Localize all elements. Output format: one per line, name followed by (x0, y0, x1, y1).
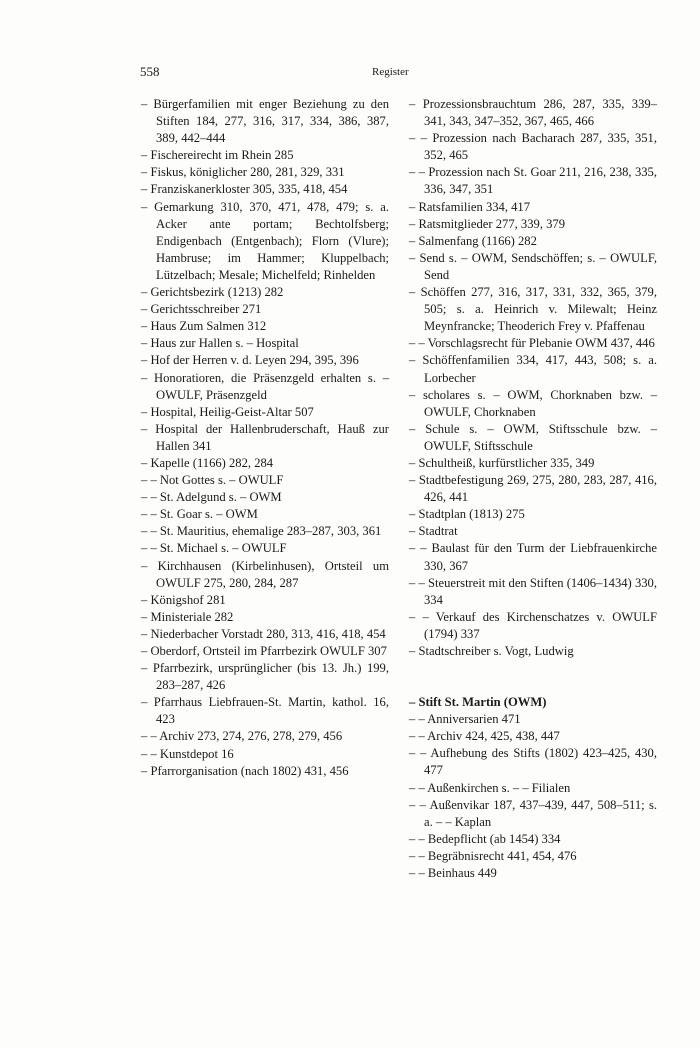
index-entry: – – Steuerstreit mit den Stiften (1406–1434) 330, 334 (409, 575, 657, 607)
index-entry: – Königshof 281 (141, 592, 226, 607)
index-entry: – – Archiv 424, 425, 438, 447 (409, 729, 560, 744)
index-entry: – – Not Gottes s. – OWULF (141, 473, 284, 488)
index-entry: – Schultheiß, kurfürstlicher 335, 349 (409, 455, 595, 470)
index-entry: – – Baulast für den Turm der Liebfrauenkirche 330, 367 (409, 541, 657, 573)
index-entry: – Haus zur Hallen s. – Hospital (141, 336, 299, 351)
index-entry: – Prozessionsbrauchtum 286, 287, 335, 339–341, 343, 347–352, 367, 465, 466 (409, 97, 657, 129)
index-entry: – Stadtschreiber s. Vogt, Ludwig (409, 644, 574, 658)
index-entry: – Gerichtsbezirk (1213) 282 (141, 285, 284, 300)
index-entry: – Hof der Herren v. d. Leyen 294, 395, 396 (141, 353, 359, 368)
index-entry: – – Aufhebung des Stifts (1802) 423–425, 430, 477 (409, 746, 657, 778)
index-entry: – – St. Michael s. – OWULF (141, 541, 287, 556)
index-entry: – – Beinhaus 449 (409, 866, 497, 881)
index-entry: – Kapelle (1166) 282, 284 (141, 455, 274, 470)
index-entry: – Ratsfamilien 334, 417 (409, 199, 531, 214)
index-entry: – – Prozession nach Bacharach 287, 335, 351, 352, 465 (409, 131, 657, 163)
index-entry: – Pfarrorganisation (nach 1802) 431, 456 (141, 763, 349, 778)
index-entry: – – Außenkirchen s. – – Filialen (409, 780, 571, 795)
index-entry: – Haus Zum Salmen 312 (141, 319, 267, 334)
index-entry: – Schöffen 277, 316, 317, 331, 332, 365, 379, 505; s. a. Heinrich v. Milewalt; Heinz Meynfrancke; Theoderich Frey v. Pfaffenau (409, 285, 657, 334)
index-entry: – – Kunstdepot 16 (141, 746, 234, 761)
index-entry: – Gemarkung 310, 370, 471, 478, 479; s. a. Acker ante portam; Bechtolfsberg; Endigenbach (Entgenbach); Florn (Vlure); Hambruse; im Hammer; Kluppelbach; Lützelbach; Mesale; Michelfeld; Rinhelden (141, 199, 389, 282)
index-entry: – – Außenvikar 187, 437–439, 447, 508–511; s. a. – – Kaplan (409, 797, 657, 829)
index-entry: – Stadtplan (1813) 275 (409, 507, 525, 522)
index-entry: – Salmenfang (1166) 282 (409, 233, 537, 248)
page-number: 558 (140, 64, 160, 79)
index-entry: – Fiskus, königlicher 280, 281, 329, 331 (141, 165, 345, 180)
section-heading: – Stift St. Martin (OWM) (409, 695, 547, 710)
index-entry: – Honoratioren, die Präsenzgeld erhalten s. – OWULF, Präsenzgeld (141, 370, 389, 402)
index-entry: – Stadtrat (409, 524, 458, 539)
index-entry: – Pfarrhaus Liebfrauen-St. Martin, kathol. 16, 423 (141, 695, 389, 727)
index-entry: – – Prozession nach St. Goar 211, 216, 238, 335, 336, 347, 351 (409, 165, 657, 197)
index-entry: – – Archiv 273, 274, 276, 278, 279, 456 (141, 729, 343, 744)
index-entry: – Bürgerfamilien mit enger Beziehung zu den Stiften 184, 277, 316, 317, 334, 386, 387, 389, 442–444 (141, 97, 389, 146)
index-entry: – Kirchhausen (Kirbelinhusen), Ortsteil um OWULF 275, 280, 284, 287 (141, 558, 389, 590)
index-entry: – – St. Goar s. – OWM (141, 507, 258, 522)
index-entry: – – Bedepflicht (ab 1454) 334 (409, 831, 561, 846)
index-entry: – Oberdorf, Ortsteil im Pfarrbezirk OWULF 307 (141, 644, 387, 658)
right-column (409, 96, 657, 882)
index-entry: – Stadtbefestigung 269, 275, 280, 283, 287, 416, 426, 441 (409, 473, 657, 505)
index-entry: – – St. Mauritius, ehemalige 283–287, 303, 361 (141, 524, 382, 539)
index-entry: – Niederbacher Vorstadt 280, 313, 416, 418, 454 (141, 626, 386, 641)
index-entry: – Send s. – OWM, Sendschöffen; s. – OWULF, Send (409, 250, 657, 282)
index-entry: – Hospital, Heilig-Geist-Altar 507 (141, 404, 314, 419)
index-entry: – Ministeriale 282 (141, 609, 234, 624)
index-entry: – – Vorschlagsrecht für Plebanie OWM 437, 446 (409, 336, 655, 351)
index-entry: – Schule s. – OWM, Stiftsschule bzw. – OWULF, Stiftsschule (409, 421, 657, 453)
index-entry: – – Begräbnisrecht 441, 454, 476 (409, 848, 577, 863)
left-column (141, 96, 389, 780)
index-entry: – Ratsmitglieder 277, 339, 379 (409, 216, 566, 231)
index-entry: – Pfarrbezirk, ursprünglicher (bis 13. Jh.) 199, 283–287, 426 (141, 661, 389, 693)
index-entry: – Franziskanerkloster 305, 335, 418, 454 (141, 182, 348, 197)
index-entry: – Hospital der Hallenbruderschaft, Hauß zur Hallen 341 (141, 421, 389, 453)
index-entry: – scholares s. – OWM, Chorknaben bzw. – OWULF, Chorknaben (409, 387, 657, 419)
index-entry: – – Anniversarien 471 (409, 712, 521, 727)
section-gap (409, 660, 657, 694)
index-entry: – Schöffenfamilien 334, 417, 443, 508; s. a. Lorbecher (409, 353, 657, 385)
running-title: Register (372, 66, 409, 78)
index-entry: – Fischereirecht im Rhein 285 (141, 148, 294, 163)
index-entry: – – Verkauf des Kirchenschatzes v. OWULF (1794) 337 (409, 609, 657, 641)
index-entry: – – St. Adelgund s. – OWM (141, 490, 282, 505)
index-entry: – Gerichtsschreiber 271 (141, 302, 262, 317)
